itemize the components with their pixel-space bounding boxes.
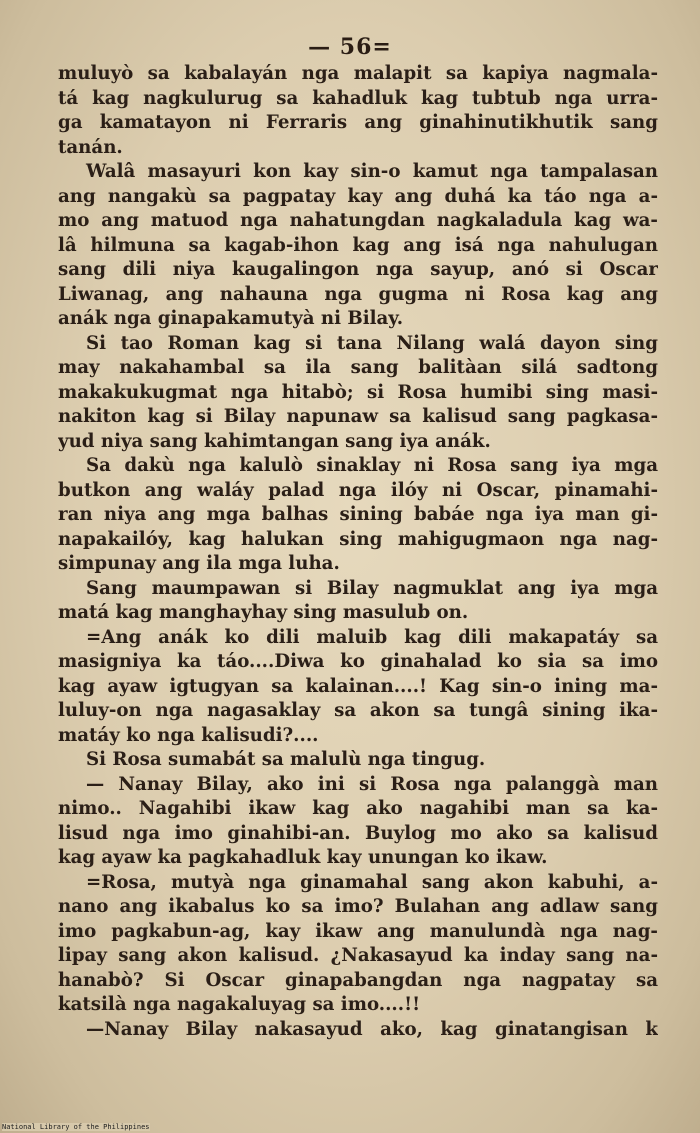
text-line: muluyò sa kabalayán nga malapit sa kapiya nagmala- xyxy=(58,63,658,84)
text-line: kag ayaw ka pagkahadluk kay unungan ko ikaw. xyxy=(58,847,548,868)
text-line: Sa dakù nga kalulò sinaklay ni Rosa sang iya mga xyxy=(86,455,658,476)
text-line: tanán. xyxy=(58,136,123,158)
text-line: —Nanay Bilay nakasayud ako, kag ginatangisan k xyxy=(86,1018,658,1040)
text-line: kag ayaw igtugyan sa kalainan....! Kag sin-o ining ma- xyxy=(58,675,658,697)
text-line: nakiton kag si Bilay napunaw sa kalisud sang pagkasa- xyxy=(58,406,658,427)
text-line: simpunay ang ila mga luha. xyxy=(58,553,340,574)
text-line: tá kag nagkulurug sa kahadluk kag tubtub nga urra- xyxy=(58,87,658,109)
text-line: nano ang ikabalus ko sa imo? Bulahan ang adlaw sang xyxy=(58,896,658,917)
text-line: Sang maumpawan si Bilay nagmuklat ang iya mga xyxy=(86,577,658,599)
text-line: butkon ang waláy palad nga ilóy ni Oscar, pinamahi- xyxy=(58,479,658,501)
text-line: sang dili niya kaugalingon nga sayup, anó si Oscar xyxy=(58,259,658,280)
text-line: yud niya sang kahimtangan sang iya anák. xyxy=(58,430,491,452)
text-line: ga kamatayon ni Ferraris ang ginahinutikhutik sang xyxy=(58,112,658,133)
text-line: lipay sang akon kalisud. ¿Nakasayud ka inday sang na- xyxy=(58,945,658,966)
text-line: matá kag manghayhay sing masulub on. xyxy=(58,602,469,623)
body-text xyxy=(58,62,658,1042)
text-line: hanabò? Si Oscar ginapabangdan nga nagpatay sa xyxy=(58,969,658,991)
text-line: masigniya ka táo....Diwa ko ginahalad ko sia sa imo xyxy=(58,651,658,672)
footer-credit: National Library of the Philippines xyxy=(2,1123,150,1131)
text-line: imo pagkabun-ag, kay ikaw ang manulundà nga nag- xyxy=(58,920,658,942)
text-line: luluy-on nga nagasaklay sa akon sa tungâ sining ika- xyxy=(58,700,658,721)
text-line: — Nanay Bilay, ako ini si Rosa nga palanggà man xyxy=(86,773,658,795)
text-line: mo ang matuod nga nahatungdan nagkaladula kag wa- xyxy=(58,210,658,231)
text-line: may nakahambal sa ila sang balitàan silá sadtong xyxy=(58,357,658,378)
text-line: napakailóy, kag halukan sing mahigugmaon nga nag- xyxy=(58,528,658,550)
text-line: Si tao Roman kag si tana Nilang walá dayon sing xyxy=(86,332,658,354)
text-line: matáy ko nga kalisudi?.... xyxy=(58,724,319,746)
text-line: ran niya ang mga balhas sining babáe nga iya man gi- xyxy=(58,504,658,525)
text-line: Liwanag, ang nahauna nga gugma ni Rosa kag ang xyxy=(58,283,658,305)
text-line: nimo.. Nagahibi ikaw kag ako nagahibi man sa ka- xyxy=(58,798,658,819)
text-line: anák nga ginapakamutyà ni Bilay. xyxy=(58,308,404,329)
text-line: ang nangakù sa pagpatay kay ang duhá ka táo nga a- xyxy=(58,185,658,207)
text-line: Si Rosa sumabát sa malulù nga tingug. xyxy=(86,749,486,770)
text-line: Walâ masayuri kon kay sin-o kamut nga tampalasan xyxy=(86,161,658,182)
text-line: katsilà nga nagakaluyag sa imo....!! xyxy=(58,994,421,1015)
page-number: — 56= xyxy=(308,34,392,60)
text-line: =Rosa, mutyà nga ginamahal sang akon kabuhi, a- xyxy=(86,871,658,893)
text-line: makakukugmat nga hitabò; si Rosa humibi sing masi- xyxy=(58,381,658,403)
text-line: =Ang anák ko dili maluib kag dili makapatáy sa xyxy=(86,626,658,648)
text-line: lâ hilmuna sa kagab-ihon kag ang isá nga nahulugan xyxy=(58,234,658,256)
text-line: lisud nga imo ginahibi-an. Buylog mo ako sa kalisud xyxy=(58,822,658,844)
